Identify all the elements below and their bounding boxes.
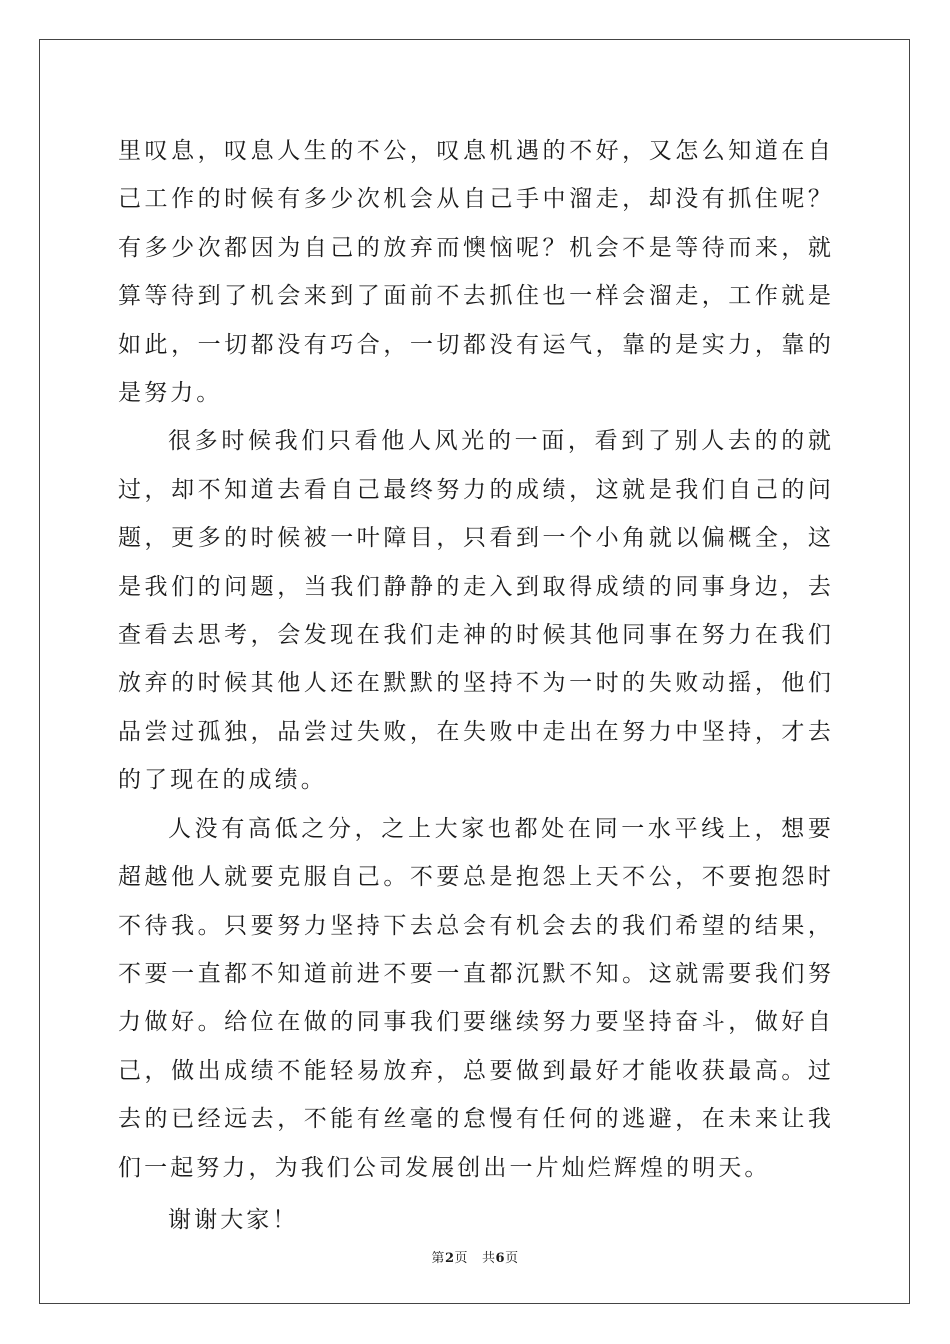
page-footer: [0, 1247, 950, 1266]
page-number: 2: [444, 1251, 455, 1266]
total-suffix: 页: [505, 1251, 519, 1266]
page-suffix: 页: [454, 1251, 468, 1266]
total-pages: 6: [495, 1251, 506, 1266]
paragraph-3: 人没有高低之分，之上大家也都处在同一水平线上，想要超越他人就要克服自己。不要总是抱怨上天不公，不要抱怨时不待我。只要努力坚持下去总会有机会去的我们希望的结果，不要一直都不知道前进不要一直都沉默不知。这就需要我们努力做好。给位在做的同事我们要继续努力要坚持奋斗，做好自己，做出成绩不能轻易放弃，总要做到最好才能收获最高。过去的已经远去，不能有丝毫的怠慢有任何的逃避，在未来让我们一起努力，为我们公司发展创出一片灿烂辉煌的明天。: [118, 815, 834, 1181]
paragraph-2: 很多时候我们只看他人风光的一面，看到了别人去的的就过，却不知道去看自己最终努力的成绩，这就是我们自己的问题，更多的时候被一叶障目，只看到一个小角就以偏概全，这是我们的问题，当我们静静的走入到取得成绩的同事身边，去查看去思考，会发现在我们走神的时候其他同事在努力在我们放弃的时候其他人还在默默的坚持不为一时的失败动摇，他们品尝过孤独，品尝过失败，在失败中走出在努力中坚持，才去的了现在的成绩。: [118, 428, 834, 794]
total-prefix: 共: [482, 1251, 496, 1266]
page-prefix: 第: [431, 1251, 445, 1266]
paragraph-1: 里叹息，叹息人生的不公，叹息机遇的不好，又怎么知道在自己工作的时候有多少次机会从自己手中溜走，却没有抓住呢？有多少次都因为自己的放弃而懊恼呢？机会不是等待而来，就算等待到了机会来到了面前不去抓住也一样会溜走，工作就是如此，一切都没有巧合，一切都没有运气，靠的是实力，靠的是努力。: [118, 138, 834, 407]
closing-line: 谢谢大家！: [168, 1206, 299, 1233]
document-body: [118, 127, 834, 1244]
